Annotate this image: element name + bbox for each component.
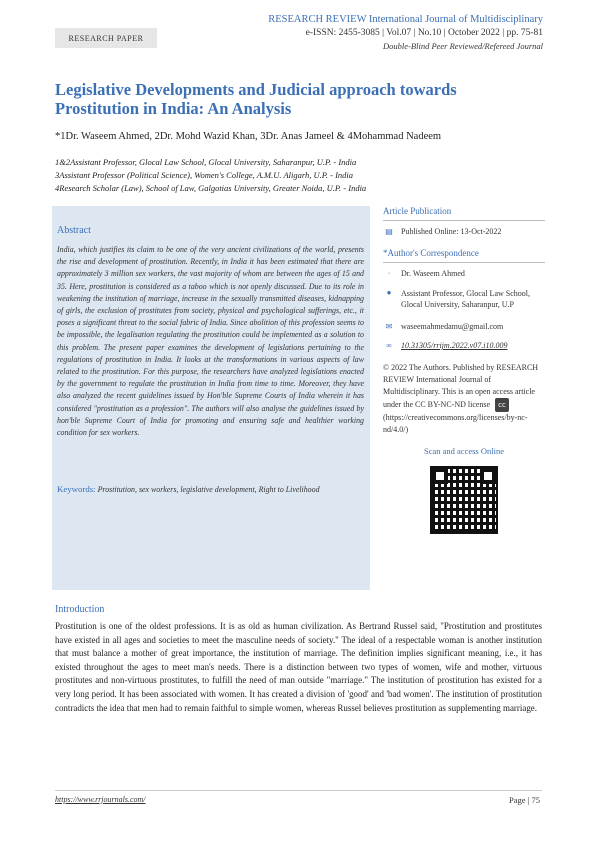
review-type: Double-Blind Peer Reviewed/Refereed Journal (383, 41, 543, 51)
correspondence-affil-row (383, 288, 545, 310)
article-type-badge: RESEARCH PAPER (55, 28, 157, 48)
journal-name: RESEARCH REVIEW International Journal of Multidisciplinary (268, 14, 543, 25)
correspondence-name-row (383, 269, 545, 278)
abstract-heading: Abstract (57, 225, 91, 236)
correspondence-heading: *Author's Correspondence (383, 248, 479, 258)
person-icon: ⋅ (387, 269, 391, 278)
affiliation-1: 1&2Assistant Professor, Glocal Law School, Glocal University, Saharanpur, U.P. - India (55, 157, 357, 167)
doi-row (383, 341, 545, 350)
article-sidebar (383, 206, 545, 534)
location-icon: ● (386, 288, 392, 297)
introduction-text: Prostitution is one of the oldest professions. It is as old as human civilization. As Bertrand Russel said, "Prostitution and prostitutes have existed in all ages and societies to meet the masculine needs of society." The ideal of a respectable woman is another institution that must balance a mother of great importance, the institution of marriage. The definition implies significant meaning, i.e., it has existed throughout the ages to meet man's needs. There is a distinction between two types of women, wife and mother, virtuous prostitutes and non-virtuous prostitutes, to fulfill the need of man outside "marriage." The institution of prostitution has existed for a very long period. It has been associated with women. It has created a division of 'good' and 'bad women'. The institution of prostitution contradicts the idea that men had to remain faithful to simple women, whereas Russel believes prostitution as supplementing marriage. (55, 621, 542, 713)
affiliation-2: 3Assistant Professor (Political Science), Women's College, A.M.U. Aligarh, U.P. - India (55, 170, 354, 180)
paper-title (55, 80, 535, 118)
footer-divider (55, 790, 542, 791)
qr-code[interactable] (430, 466, 498, 534)
keywords (57, 483, 364, 496)
keywords-value: Prostitution, sex workers, legislative development, Right to Livelihood (97, 485, 320, 494)
published-row (383, 227, 545, 236)
link-icon: ∞ (386, 341, 392, 350)
doi-link[interactable]: 10.31305/rrijm.2022.v07.i10.009 (401, 341, 508, 350)
license-block (383, 362, 545, 436)
correspondence-email[interactable]: waseemahmedamu@gmail.com (401, 322, 504, 331)
published-date: Published Online: 13-Oct-2022 (401, 227, 502, 236)
title-line-2: Prostitution in India: An Analysis (55, 99, 292, 118)
email-icon: ✉ (385, 322, 393, 331)
email-row (383, 322, 545, 331)
title-line-1: Legislative Developments and Judicial approach towards (55, 80, 457, 99)
license-url[interactable]: (https://creativecommons.org/licenses/by-nc-nd/4.0/) (383, 413, 528, 434)
footer-url[interactable]: https://www.rrjournals.com/ (55, 795, 146, 804)
abstract-box (52, 206, 370, 590)
author-list: *1Dr. Waseem Ahmed, 2Dr. Mohd Wazid Khan, 3Dr. Anas Jameel & 4Mohammad Nadeem (55, 131, 442, 142)
introduction-heading: Introduction (55, 604, 105, 615)
abstract-text: India, which justifies its claim to be one of the very ancient civilizations of the world, presents the rise and development of prostitution. Recently, in India it has been estimated that there are approximately 3 million sex workers, the vast majority of whom are between the ages of 15 and 35. Here, prostitution is considered as a taboo which is not openly discussed. Due to its role in weakening the institution of marriage, increase in the sexually transmitted diseases, kidnapping of girls, the exclusion of prostitutes from society, physical and psychological sufferings, etc., it poses a significant threat to the social fabric of India. Since abolition of this profession seems to be impossible, the legalisation regulating the prostitution could be implemented as a solution to this problem. The present paper examines the development of legislations pertaining to the regulations of prostitution in India. It looks at the transformations in various aspects of law related to the prostitution. For this purpose, the researchers have analyzed legislations enacted by the government to regulate the prostitution in India from time to time. Moreover, they have also analyzed the recent guidelines issued by Hon'ble Supreme Courts of India wherein it has considered "prostitution as a profession". The authors will also analyse the guidelines issued by hon'ble Supreme Court of India for promoting and ensuring safe and healthier working condition for sex workers. (57, 245, 364, 438)
correspondence-affil: Assistant Professor, Glocal Law School, Glocal University, Saharanpur, U.P (401, 289, 530, 309)
affiliations (55, 156, 366, 195)
journal-header (268, 14, 543, 51)
scan-heading: Scan and access Online (423, 446, 504, 456)
publication-heading: Article Publication (383, 206, 452, 216)
calendar-icon: ▤ (385, 227, 393, 236)
cc-license-icon: cc (495, 398, 509, 412)
keywords-label: Keywords: (57, 484, 96, 494)
issn-line: e-ISSN: 2455-3085 | Vol.07 | No.10 | October 2022 | pp. 75-81 (305, 28, 543, 38)
affiliation-3: 4Research Scholar (Law), School of Law, Galgotias University, Greater Noida, U.P. - India (55, 183, 367, 193)
correspondence-name: Dr. Waseem Ahmed (401, 269, 465, 278)
license-text: © 2022 The Authors. Published by RESEARCH REVIEW International Journal of Multidisciplinary. This is an open access article under the CC BY-NC-ND license (383, 363, 539, 409)
page-number: Page | 75 (509, 795, 540, 805)
